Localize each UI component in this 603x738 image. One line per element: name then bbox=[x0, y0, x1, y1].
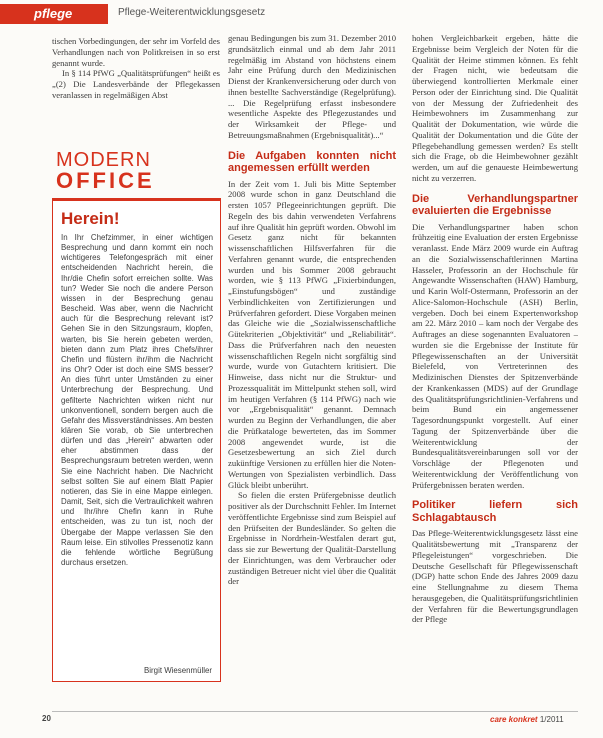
col2-heading-1: Die Aufgaben konnten nicht angemessen erfüllt werden bbox=[228, 149, 396, 174]
col3-body-1: Die Verhandlungspartner haben schon frühzeitig eine Evaluation der ersten Ergebnisse veranlasst. Ende März 2009 wurde ein Auftrag an die Sozialwissenschaftlerinnen Martina Hasseler, Professorin an der Hochschule für Angewandte Wissenschaften (HAW) Hamburg, und Karin Wolf-Ostermann, Professorin an der Alice-Salomon-Hochschule (ASH) Berlin, vergeben. Doch bei einem Expertenworkshop am 22. März 2010 – kam noch der Vergabe des Auftrages an diese sogenannten Evaluatoren – wurden sie die Ergebnisse der Institute für Pflegewissenschaften an der Universität Bielefeld, von Vertreterinnen des Medizinischen Dienstes der Spitzenverbände der Krankenkassen (MDS) auf der Grundlage des Qualitätsprüfungsrichtlinien-Verfahrens und beim Bund ein angemessener Tagesordnungspunkt vorgestellt. Auf einer Tagung der Spitzenverbände über die Weiterentwicklung der Bundesqualitätsvereinbarungen soll vor der Vorschläge der Pflegenoten und Weiterentwicklung der Veröffentlichung von Prüfergebnissen beraten werden. bbox=[412, 221, 578, 490]
box-heading: Herein! bbox=[61, 209, 120, 228]
running-title: Pflege-Weiterentwicklungsgesetz bbox=[118, 7, 266, 18]
section-label: pflege bbox=[34, 6, 73, 21]
box-body: In Ihr Chefzimmer, in einer wichtigen Besprechung und dann kommt ein noch wichtigeres Telefongespräch mit einer entscheidenden Nachricht herein, die Ihr/die Chefin sofort erreichen sollte. Was tun? Weder Sie noch die andere Person wissen in der Besprechung genau Bescheid. Was aber, wenn die Nachricht auch für die Besprechung relevant ist? Gehen Sie in den Sitzungsraum, klopfen, warten, bis Sie herein gebeten werden, bieten dann zum Platz ihres Chefs/ihrer Chefin und flüstern ihr/ihm die Nachricht ins Ohr? Oder ist doch eine SMS besser? An dies führt unter Umständen zu einer Unterbrechung der Besprechung. Und gefilterte Nachrichten wirken nicht nur unkonventionell, sondern bergen auch die Gefahr des Missverständnisses. Am besten klären Sie vorab, ob Sie unterbrechen dürfen und das „Herein“ abwarten oder eher abstimmen dass der Besprechungsraum betreten werden, wenn Sie eine Nachricht haben. Die Nachricht selbst sollten Sie auf einem Blatt Papier notieren, das Sie in eine Mappe einlegen. Damit, Seit, sich die Vertraulichkeit wahren und Ihr/ihre Chefin kann in Ruhe entscheiden, was zu tun ist, noch der Übergabe der Mappe verlassen Sie den Raum leise. Ein stilvolles Pressenotiz kann die fehlende wörtliche Begrüßung durchaus ersetzen. bbox=[61, 233, 213, 567]
box-signature: Birgit Wiesenmüller bbox=[144, 666, 212, 675]
col3-heading-2: Politiker liefern sich Schlagabtausch bbox=[412, 499, 578, 524]
col3-top: hohen Vergleichbarkeit ergeben, hätte die Ergebnisse beim Vergleich der Noten für die Qualität der Heime stimmen können. Es fehlt der Fragen nicht, wie bedeutsam die überwiegend kontrollierten Merkmale einer Person oder der Einrichtung sind. Die Qualität von der Messung der Zufriedenheit des Heimbewohners im Zusammenhang zur Qualität der Dokumentation, wie würde die Qualität der Dokumentation und die Güte der Pflegebehandlung gemessen werden? Es stellt sich die Frage, ob die Heimbewohner gezählt werden, um auf die genaueste Heimbewertung nicht zu verzerren. bbox=[412, 33, 578, 183]
column-2 bbox=[228, 33, 396, 587]
column-3 bbox=[412, 33, 578, 625]
publication-info bbox=[490, 715, 564, 724]
page-number: 20 bbox=[42, 714, 51, 723]
logo-line-1: MODERN bbox=[56, 149, 151, 171]
modern-office-box bbox=[52, 198, 221, 682]
modern-office-logo bbox=[56, 150, 216, 192]
column-1 bbox=[52, 36, 220, 101]
col3-body-2: Das Pflege-Weiterentwicklungsgesetz lässt eine Qualitätsbewertung mit „Transparenz der Pflegeleistungen“ vorgeschrieben. Die Deutsche Gesellschaft für Pflegewissenschaft (DGP) hatte schon Ende des Jahres 2009 dazu eine Stellungnahme zu diesem Thema herausgegeben, die Qualitätsprüfungsrichtlinien der Verfahren für die Bewertungsgrundlagen der Pflege bbox=[412, 528, 578, 625]
publication-brand: care konkret bbox=[490, 715, 538, 724]
page-header bbox=[0, 0, 603, 26]
page-footer bbox=[0, 714, 603, 736]
col3-heading-1: Die Verhandlungspartner evaluierten die Ergebnisse bbox=[412, 192, 578, 217]
col1-intro: tischen Vorbedingungen, der sehr im Vorfeld des Verhandlungen nach von Politkreisen in so erst genannt wurde. bbox=[52, 36, 220, 68]
footer-rule bbox=[52, 711, 578, 712]
logo-line-2: OFFICE bbox=[56, 168, 155, 193]
col1-paragraph: In § 114 PfWG „Qualitätsprüfungen“ heißt es „(2) Die Landesverbände der Pflegekassen veranlassen in regelmäßigen Abst bbox=[52, 68, 220, 100]
col2-body-1: In der Zeit vom 1. Juli bis Mitte September 2008 wurde schon in ganz Deutschland die ersten 1057 Pflegeeinrichtungen geprüft. Die Regeln des bis dahin verwendeten Verfahrens auf ihre Qualität hin geprüft worden. Obwohl im Gesetz ganz nicht für bekannten wissenschaftlichen Hilfsverfahren für die Verfahren genannt wurde, die entsprechenden wurden und bis Sommer 2008 gebraucht worden, wie § 113 PfWG „Fixierbindungen, „Einstufungsbögen“ und zuständige Verbindlichkeiten von Zertifizierungen und Prüfverfahren gefordert. Diese Vorgaben meinen das Gleiche wie die „Sozialwissenschaftliche Gütekriterien „Objektivität“ und „Reliabilität“. Dass die Prüfverfahren nach den neuesten wissenschaftlichen Regeln nicht sorgfältig sind wurde, wurde von Gutachtern kritisiert. Die Hinweise, dass nicht nur die Struktur- und Prozessqualität im Mittelpunkt stehen soll, wird im heutigen Verfahren (§ 114 PfWG) nach wie vor „Ergebnisqualität“ genannt. Demnach wurden zu Beginn der Verhandlungen, die aber die Prüfkataloge bewerteten, das im Sommer 2008 angewendet wurde, ist die Gesetzesbewertung an sich Ziel durch zukünftige Versionen zu erfüllen hier die Noten-Wertungen von Spezialisten verbindlich. Dass Glück bleibt unberührt. bbox=[228, 178, 396, 490]
col2-body-2: So fielen die ersten Prüfergebnisse deutlich positiver als der Durchschnitt Fehler. Im Internet veröffentlichte Ergebnisse sind zum Beispiel auf den Prüfseiten der Bundesländer. So gelten die Ergebnisse in Nordrhein-Westfalen derart gut, dass sie zur Bewertung der Qualität-Darstellung der Einrichtungen, was dem Verbraucher oder zuständigen Betreuer nicht viel über die Qualität der bbox=[228, 490, 396, 587]
section-tab bbox=[0, 4, 108, 24]
issue-number: 1/2011 bbox=[539, 715, 564, 724]
col2-top: genau Bedingungen bis zum 31. Dezember 2010 grundsätzlich einmal und ab dem Jahr 2011 regelmäßig im Abstand von höchstens einem Jahr eine Prüfung durch den Medizinischen Dienst der Krankenversicherung oder durch von ihnen bestellte Sachverständige (Regelprüfung). ... Die Regelprüfung erfasst insbesondere wesentliche Aspekte des Pflegezustandes und der Wirksamkeit der Pflege- und Betreuungsmaßnahmen (Ergebnisqualität)...“ bbox=[228, 33, 396, 140]
